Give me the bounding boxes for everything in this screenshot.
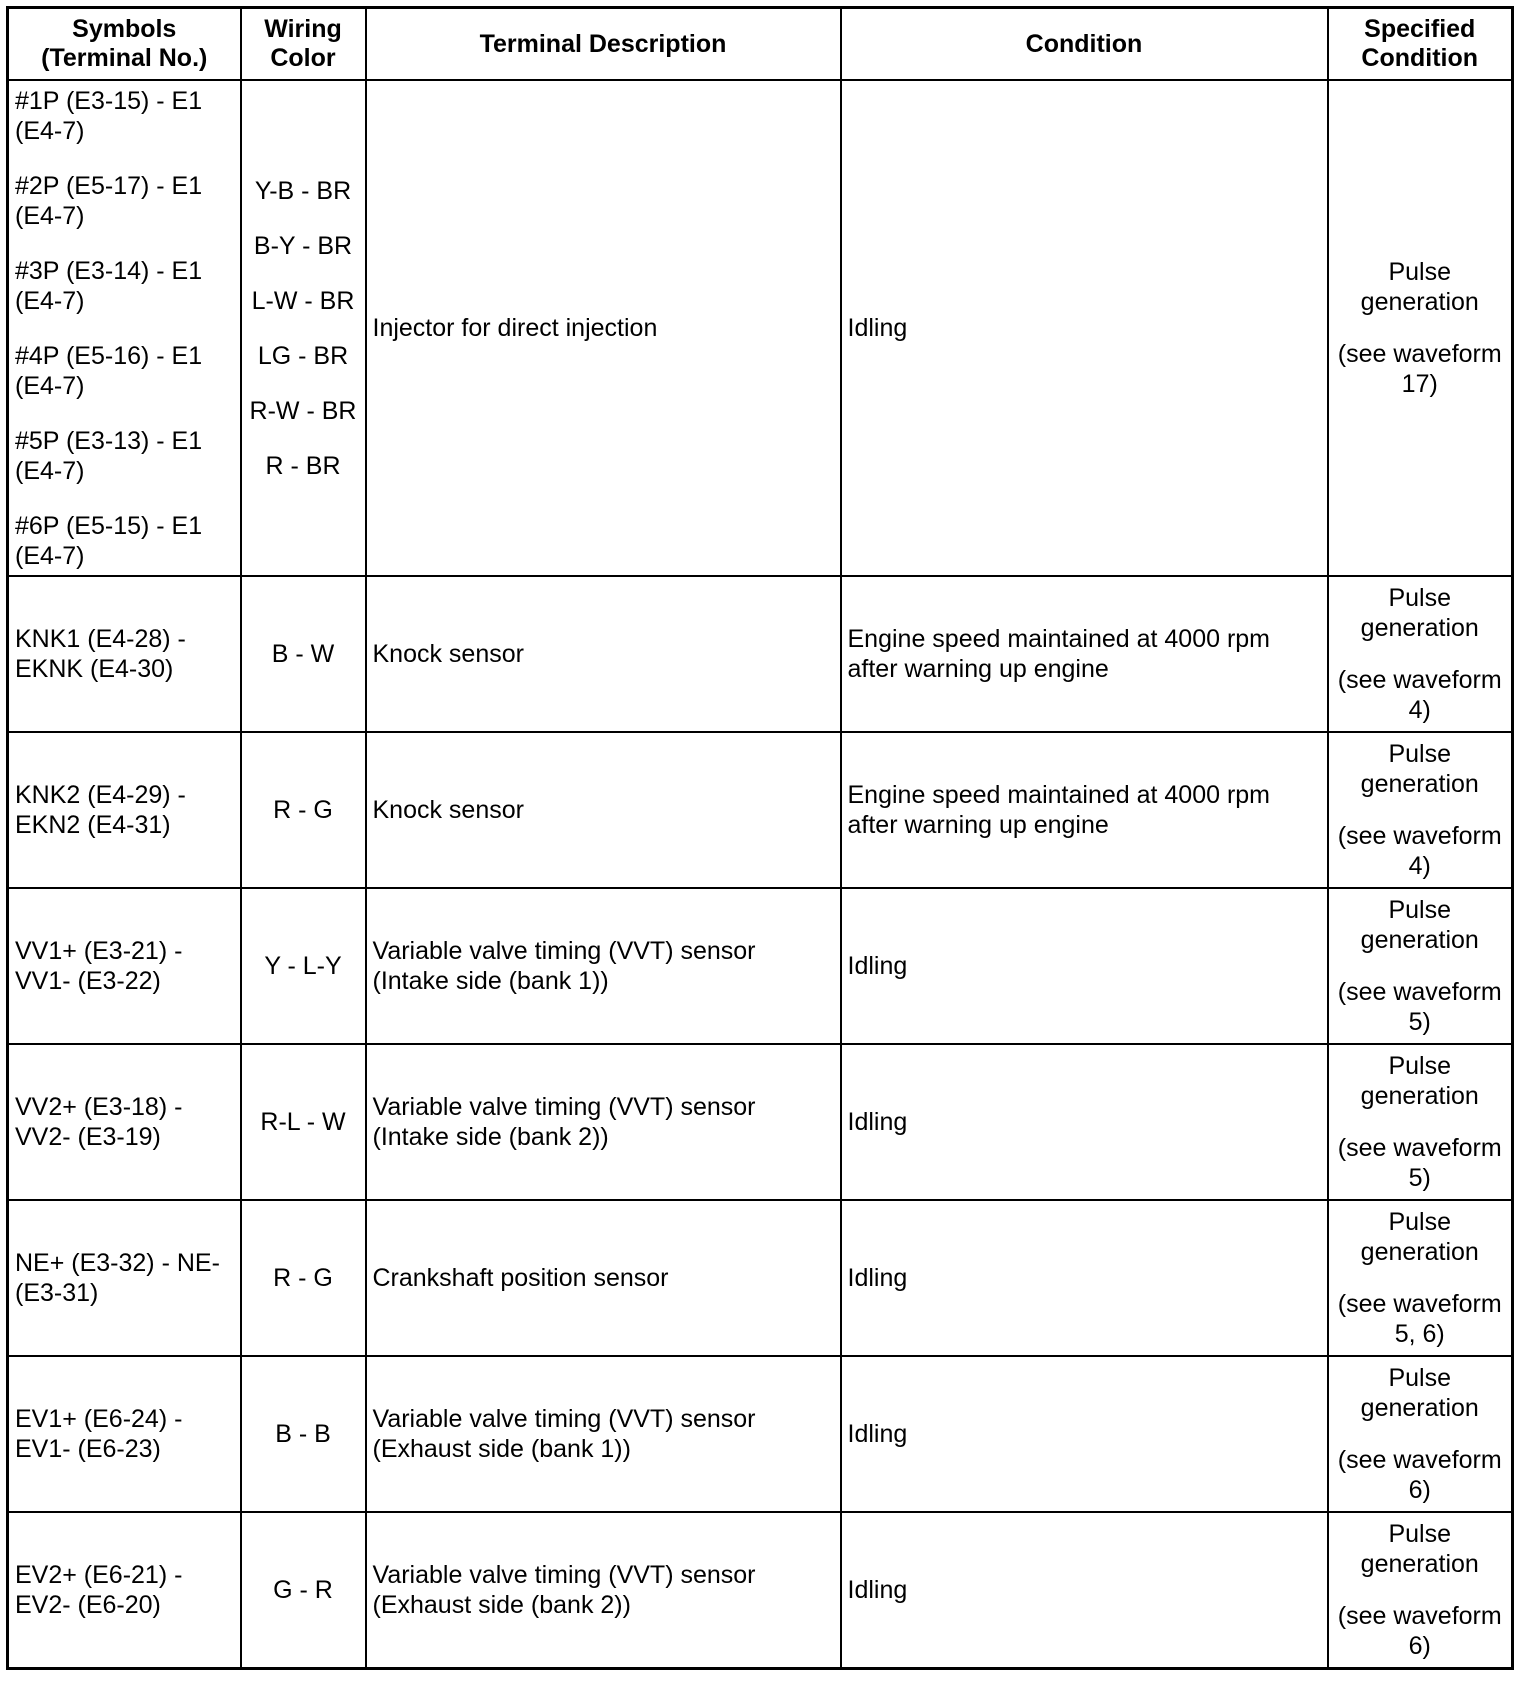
terminal-symbol-line: VV2+ (E3-18) - xyxy=(15,1093,183,1121)
terminal-symbol-line: (E4-7) xyxy=(15,456,85,485)
wiring-cell xyxy=(241,732,366,888)
specified-waveform-ref xyxy=(1333,821,1508,881)
description-line: Injector for direct injection xyxy=(372,314,658,342)
specified-cell xyxy=(1328,888,1513,1044)
specified-pulse-line: Pulse xyxy=(1388,584,1452,612)
specified-waveform-line: (see waveform xyxy=(1337,1446,1502,1474)
specified-pulse xyxy=(1333,1519,1508,1579)
specified-waveform-ref xyxy=(1333,977,1508,1037)
terminal-symbol xyxy=(15,624,234,684)
specified-waveform-line: (see waveform xyxy=(1337,822,1502,850)
condition-line: Engine speed maintained at 4000 rpm xyxy=(847,781,1271,809)
wiring-cell xyxy=(241,888,366,1044)
header-wiring-line-1: Wiring xyxy=(264,15,342,43)
wiring-color: Y - L-Y xyxy=(264,952,342,980)
condition-cell xyxy=(841,888,1328,1044)
wiring-color: R - G xyxy=(273,796,333,824)
table-header xyxy=(8,8,1513,81)
condition-line: Engine speed maintained at 4000 rpm xyxy=(847,625,1271,653)
terminal-symbol-line: #1P (E3-15) - E1 xyxy=(15,86,203,115)
wiring-color: R - BR xyxy=(265,451,341,480)
wiring-color: L-W - BR xyxy=(251,286,355,315)
specified-waveform-line: (see waveform xyxy=(1337,666,1502,694)
condition-cell xyxy=(841,1200,1328,1356)
table-body xyxy=(8,80,1513,1669)
specified-pulse xyxy=(1333,1207,1508,1267)
specified-pulse xyxy=(1333,583,1508,643)
terminal-symbol xyxy=(15,426,234,486)
wiring-color: R-W - BR xyxy=(249,396,357,425)
condition-line: Idling xyxy=(847,1420,908,1448)
terminal-symbol xyxy=(15,1404,234,1464)
description-line: Variable valve timing (VVT) sensor xyxy=(372,1093,756,1121)
condition-cell xyxy=(841,80,1328,576)
specified-pulse-line: Pulse xyxy=(1388,258,1452,286)
header-wiring xyxy=(241,8,366,81)
terminal-symbol xyxy=(15,511,234,571)
specified-waveform-line: (see waveform xyxy=(1337,1290,1502,1318)
terminal-symbol-line: EKN2 (E4-31) xyxy=(15,811,171,839)
table-row xyxy=(8,1044,1513,1200)
terminal-symbol xyxy=(15,171,234,231)
specified-cell xyxy=(1328,1200,1513,1356)
terminal-symbol xyxy=(15,780,234,840)
specified-cell xyxy=(1328,1512,1513,1669)
terminal-symbol-line: (E4-7) xyxy=(15,286,85,315)
terminal-symbol-line: EKNK (E4-30) xyxy=(15,655,174,683)
specified-waveform-ref xyxy=(1333,1601,1508,1661)
condition-cell xyxy=(841,1044,1328,1200)
description-cell xyxy=(366,888,841,1044)
specified-waveform-ref xyxy=(1333,1133,1508,1193)
terminal-symbol-line: VV2- (E3-19) xyxy=(15,1123,161,1151)
specified-waveform-line: (see waveform xyxy=(1337,340,1502,368)
header-specified xyxy=(1328,8,1513,81)
specified-cell xyxy=(1328,1044,1513,1200)
specified-pulse-line: generation xyxy=(1360,1082,1479,1110)
symbols-cell xyxy=(8,888,241,1044)
description-line: Knock sensor xyxy=(372,640,524,668)
wiring-color: R - G xyxy=(273,1264,333,1292)
terminal-symbol-line: EV1- (E6-23) xyxy=(15,1435,161,1463)
terminal-symbol-line: VV1+ (E3-21) - xyxy=(15,937,183,965)
terminal-table xyxy=(6,6,1514,1670)
symbols-cell xyxy=(8,576,241,732)
specified-pulse-line: Pulse xyxy=(1388,1052,1452,1080)
terminal-symbol-line: (E3-31) xyxy=(15,1279,99,1307)
specified-pulse-line: generation xyxy=(1360,288,1479,316)
specified-waveform-line: 5) xyxy=(1408,1164,1431,1192)
specified-waveform-ref xyxy=(1333,1445,1508,1505)
terminal-symbol-line: #6P (E5-15) - E1 xyxy=(15,511,203,540)
description-line: Variable valve timing (VVT) sensor xyxy=(372,1561,756,1589)
condition-cell xyxy=(841,1356,1328,1512)
description-cell xyxy=(366,576,841,732)
table-row xyxy=(8,1356,1513,1512)
terminal-symbol-line: KNK1 (E4-28) - xyxy=(15,625,186,653)
table-row xyxy=(8,576,1513,732)
specified-pulse-line: generation xyxy=(1360,1394,1479,1422)
specified-waveform-line: 4) xyxy=(1408,852,1431,880)
terminal-symbol xyxy=(15,1560,234,1620)
specified-pulse-line: generation xyxy=(1360,926,1479,954)
specified-pulse-line: Pulse xyxy=(1388,1208,1452,1236)
wiring-color: Y-B - BR xyxy=(254,176,352,205)
terminal-symbol-line: KNK2 (E4-29) - xyxy=(15,781,186,809)
wiring-color: B - W xyxy=(271,640,335,668)
description-cell xyxy=(366,80,841,576)
specified-pulse xyxy=(1333,739,1508,799)
wiring-color: LG - BR xyxy=(257,341,349,370)
header-specified-line-1: Specified xyxy=(1364,15,1476,43)
specified-waveform-line: (see waveform xyxy=(1337,1134,1502,1162)
terminal-symbol xyxy=(15,1248,234,1308)
specified-waveform-line: 5, 6) xyxy=(1394,1320,1445,1348)
description-line: Crankshaft position sensor xyxy=(372,1264,669,1292)
header-symbols xyxy=(8,8,241,81)
condition-line: Idling xyxy=(847,1108,908,1136)
header-specified-line-2: Condition xyxy=(1361,44,1479,72)
table-row xyxy=(8,80,1513,576)
specified-pulse-line: Pulse xyxy=(1388,1364,1452,1392)
terminal-symbol xyxy=(15,256,234,316)
description-line: (Exhaust side (bank 1)) xyxy=(372,1435,631,1463)
wiring-color: B-Y - BR xyxy=(253,231,353,260)
specified-cell xyxy=(1328,1356,1513,1512)
table-row xyxy=(8,1200,1513,1356)
wiring-color: B - B xyxy=(275,1420,331,1448)
symbols-cell xyxy=(8,1044,241,1200)
specified-pulse-line: generation xyxy=(1360,1550,1479,1578)
specified-pulse-line: Pulse xyxy=(1388,740,1452,768)
description-cell xyxy=(366,1044,841,1200)
terminal-symbol-line: EV2+ (E6-21) - xyxy=(15,1561,183,1589)
terminal-symbol xyxy=(15,86,234,146)
terminal-symbol-line: (E4-7) xyxy=(15,116,85,145)
condition-line: Idling xyxy=(847,1264,908,1292)
specified-waveform-ref xyxy=(1333,665,1508,725)
description-cell xyxy=(366,1200,841,1356)
terminal-symbol-line: (E4-7) xyxy=(15,371,85,400)
specified-pulse-line: Pulse xyxy=(1388,896,1452,924)
terminal-symbol-line: (E4-7) xyxy=(15,201,85,230)
wiring-cell xyxy=(241,1356,366,1512)
symbols-cell xyxy=(8,80,241,576)
symbols-cell xyxy=(8,1356,241,1512)
header-condition: Condition xyxy=(841,8,1328,81)
specified-pulse xyxy=(1333,1051,1508,1111)
wiring-cell xyxy=(241,1044,366,1200)
table-row xyxy=(8,732,1513,888)
specified-pulse-line: Pulse xyxy=(1388,1520,1452,1548)
wiring-color: G - R xyxy=(273,1576,333,1604)
specified-waveform-line: 4) xyxy=(1408,696,1431,724)
condition-line: Idling xyxy=(847,952,908,980)
specified-cell xyxy=(1328,732,1513,888)
specified-pulse xyxy=(1333,1363,1508,1423)
specified-waveform-line: 6) xyxy=(1408,1632,1431,1660)
terminal-symbol-line: #3P (E3-14) - E1 xyxy=(15,256,203,285)
wiring-cell xyxy=(241,1200,366,1356)
description-line: (Intake side (bank 1)) xyxy=(372,967,609,995)
condition-line: Idling xyxy=(847,1576,908,1604)
specified-waveform-line: (see waveform xyxy=(1337,978,1502,1006)
wiring-cell xyxy=(241,1512,366,1669)
description-line: Variable valve timing (VVT) sensor xyxy=(372,937,756,965)
specified-waveform-line: 6) xyxy=(1408,1476,1431,1504)
description-cell xyxy=(366,732,841,888)
condition-cell xyxy=(841,576,1328,732)
specified-pulse-line: generation xyxy=(1360,614,1479,642)
terminal-symbol-line: #4P (E5-16) - E1 xyxy=(15,341,203,370)
terminal-symbol-line: EV1+ (E6-24) - xyxy=(15,1405,183,1433)
header-symbols-line-1: Symbols xyxy=(72,15,177,43)
header-wiring-line-2: Color xyxy=(270,44,336,72)
specified-waveform-ref xyxy=(1333,339,1508,399)
terminal-symbol-line: VV1- (E3-22) xyxy=(15,967,161,995)
terminal-symbol xyxy=(15,936,234,996)
terminal-symbol-line: #2P (E5-17) - E1 xyxy=(15,171,203,200)
description-line: (Intake side (bank 2)) xyxy=(372,1123,609,1151)
specified-pulse xyxy=(1333,895,1508,955)
terminal-symbol-line: NE+ (E3-32) - NE- xyxy=(15,1249,220,1277)
terminal-symbol-line: EV2- (E6-20) xyxy=(15,1591,161,1619)
terminal-symbol xyxy=(15,1092,234,1152)
specified-waveform-line: 17) xyxy=(1401,370,1438,398)
specified-cell xyxy=(1328,80,1513,576)
specified-pulse-line: generation xyxy=(1360,1238,1479,1266)
wiring-cell xyxy=(241,576,366,732)
condition-cell xyxy=(841,732,1328,888)
specified-cell xyxy=(1328,576,1513,732)
description-line: (Exhaust side (bank 2)) xyxy=(372,1591,631,1619)
terminal-symbol-line: #5P (E3-13) - E1 xyxy=(15,426,203,455)
description-cell xyxy=(366,1512,841,1669)
symbols-cell xyxy=(8,732,241,888)
table-row xyxy=(8,1512,1513,1669)
table-row xyxy=(8,888,1513,1044)
condition-line: Idling xyxy=(847,314,908,342)
description-line: Variable valve timing (VVT) sensor xyxy=(372,1405,756,1433)
wiring-color: R-L - W xyxy=(260,1108,346,1136)
condition-cell xyxy=(841,1512,1328,1669)
header-symbols-line-2: (Terminal No.) xyxy=(41,44,208,72)
specified-waveform-line: (see waveform xyxy=(1337,1602,1502,1630)
symbols-cell xyxy=(8,1200,241,1356)
specified-waveform-ref xyxy=(1333,1289,1508,1349)
specified-pulse-line: generation xyxy=(1360,770,1479,798)
symbols-cell xyxy=(8,1512,241,1669)
condition-line: after warning up engine xyxy=(847,655,1109,683)
description-line: Knock sensor xyxy=(372,796,524,824)
wiring-cell xyxy=(241,80,366,576)
header-description: Terminal Description xyxy=(366,8,841,81)
terminal-symbol xyxy=(15,341,234,401)
specified-waveform-line: 5) xyxy=(1408,1008,1431,1036)
specified-pulse xyxy=(1333,257,1508,317)
condition-line: after warning up engine xyxy=(847,811,1109,839)
description-cell xyxy=(366,1356,841,1512)
terminal-symbol-line: (E4-7) xyxy=(15,541,85,570)
